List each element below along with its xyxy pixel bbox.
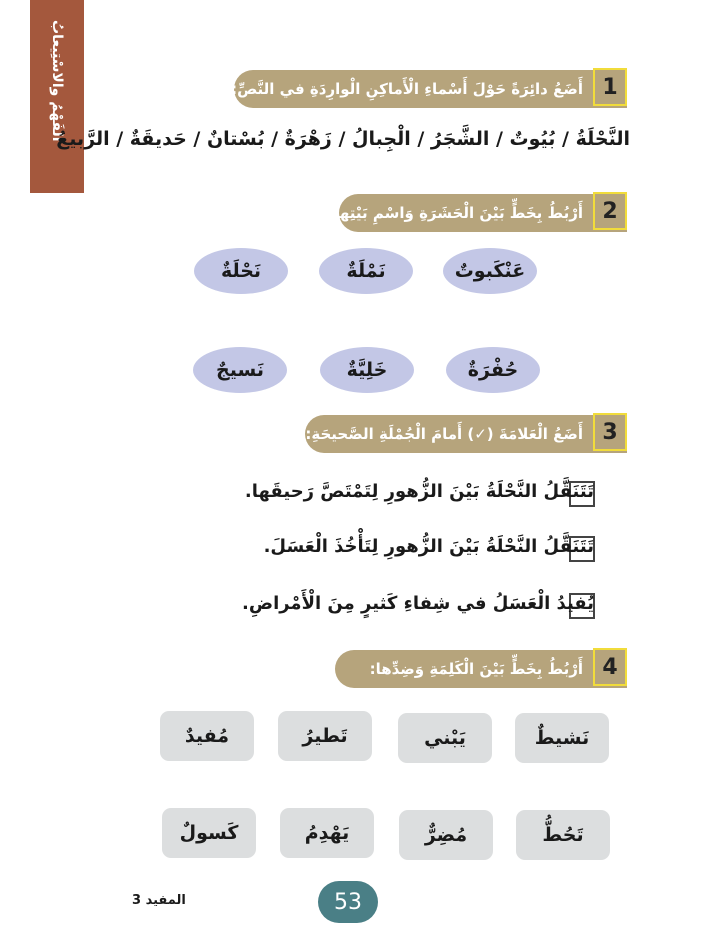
section-tab-label: الفَهْمُ والاسْتِيعابُ	[49, 20, 65, 142]
word-card[interactable]: نَشيطٌ	[515, 713, 609, 763]
section-side-tab	[30, 0, 84, 193]
insect-oval[interactable]: عَنْكَبوتٌ	[443, 248, 537, 294]
question-2-number: 2	[593, 192, 627, 230]
question-4-number: 4	[593, 648, 627, 686]
insect-oval[interactable]: نَحْلَةٌ	[194, 248, 288, 294]
question-3-number: 3	[593, 413, 627, 451]
q1-word-list: النَّحْلَةُ / بُيُوتٌ / الشَّجَرُ / الْجِبالُ / زَهْرَةٌ / بُسْتانٌ / حَديقَةٌ / الرَّبيعُ	[56, 128, 630, 150]
question-1-header	[231, 70, 627, 108]
home-oval[interactable]: خَلِيَّةٌ	[320, 347, 414, 393]
word-card[interactable]: تَطيرُ	[278, 711, 372, 761]
home-oval[interactable]: حُفْرَةٌ	[446, 347, 540, 393]
opposite-card[interactable]: تَحُطُّ	[516, 810, 610, 860]
question-4-instruction: أَرْبُطُ بِخَطٍّ بَيْنَ الْكَلِمَةِ وَضِدِّها:	[369, 660, 583, 678]
question-2-instruction: أَرْبُطُ بِخَطٍّ بَيْنَ الْحَشَرَةِ وَاسْمِ بَيْتِها:	[328, 204, 583, 222]
sentence-text: تَتَنَقَّلُ النَّحْلَةُ بَيْنَ الزُّهورِ لِتَأْخُذَ الْعَسَلَ.	[263, 536, 594, 557]
page-number: 53	[318, 881, 378, 923]
question-1-number: 1	[593, 68, 627, 106]
question-1-instruction: أَضَعُ دائِرَةً حَوْلَ أَسْماءِ الْأَماكِنِ الْوارِدَةِ في النَّصِّ:	[231, 80, 583, 98]
question-3-header	[305, 415, 627, 453]
word-card[interactable]: مُفيدٌ	[160, 711, 254, 761]
sentence-text: تَتَنَقَّلُ النَّحْلَةُ بَيْنَ الزُّهورِ لِتَمْتَصَّ رَحيقَها.	[244, 481, 594, 502]
question-4-header	[335, 650, 627, 688]
home-oval[interactable]: نَسيجٌ	[193, 347, 287, 393]
insect-oval[interactable]: نَمْلَةٌ	[319, 248, 413, 294]
question-2-header	[328, 194, 627, 232]
word-card[interactable]: يَبْني	[398, 713, 492, 763]
book-title: المفيد 3	[132, 893, 186, 908]
opposite-card[interactable]: يَهْدِمُ	[280, 808, 374, 858]
opposite-card[interactable]: كَسولٌ	[162, 808, 256, 858]
sentence-text: يُفيدُ الْعَسَلُ في شِفاءِ كَثيرٍ مِنَ الْأَمْراضِ.	[242, 593, 594, 614]
question-3-instruction: أَضَعُ الْعَلامَةَ (✓) أَمامَ الْجُمْلَةِ الصَّحيحَةِ:	[305, 425, 583, 443]
opposite-card[interactable]: مُضِرٌّ	[399, 810, 493, 860]
